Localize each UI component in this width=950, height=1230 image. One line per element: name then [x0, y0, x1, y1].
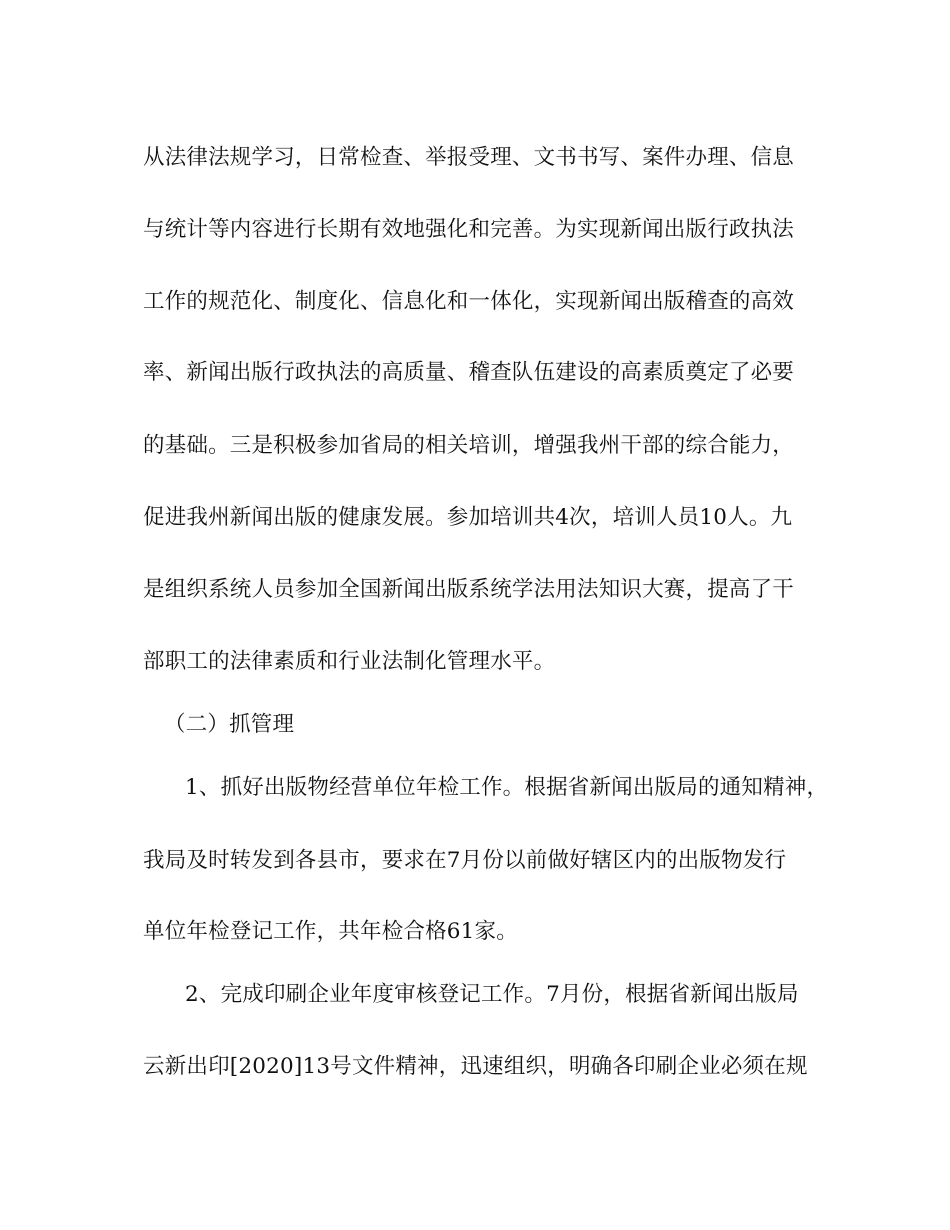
body-text-line: 与统计等内容进行长期有效地强化和完善。为实现新闻出版行政执法: [143, 217, 795, 242]
body-text-line: 是组织系统人员参加全国新闻出版系统学法用法知识大赛，提高了干: [143, 577, 795, 602]
body-text-line: 我局及时转发到各县市，要求在7月份以前做好辖区内的出版物发行: [143, 848, 787, 873]
body-text-line: 从法律法规学习，日常检查、举报受理、文书书写、案件办理、信息: [143, 145, 795, 170]
body-text-line: 单位年检登记工作，共年检合格61家。: [143, 919, 518, 944]
section-heading: （二）抓管理: [164, 712, 295, 737]
body-text-line: 促进我州新闻出版的健康发展。参加培训共4次，培训人员10人。九: [143, 505, 793, 530]
body-text-line: 的基础。三是积极参加省局的相关培训，增强我州干部的综合能力，: [143, 433, 795, 458]
body-text-line: 云新出印[2020]13号文件精神，迅速组织，明确各印刷企业必须在规: [143, 1054, 808, 1079]
body-text-line: 率、新闻出版行政执法的高质量、稽查队伍建设的高素质奠定了必要: [143, 360, 795, 385]
paragraph-start-line: 2、完成印刷企业年度审核登记工作。7月份，根据省新闻出版局: [185, 982, 799, 1007]
body-text-line: 工作的规范化、制度化、信息化和一体化，实现新闻出版稽查的高效: [143, 289, 795, 314]
body-text-line: 部职工的法律素质和行业法制化管理水平。: [143, 649, 556, 674]
paragraph-start-line: 1、抓好出版物经营单位年检工作。根据省新闻出版局的通知精神，: [185, 775, 829, 800]
